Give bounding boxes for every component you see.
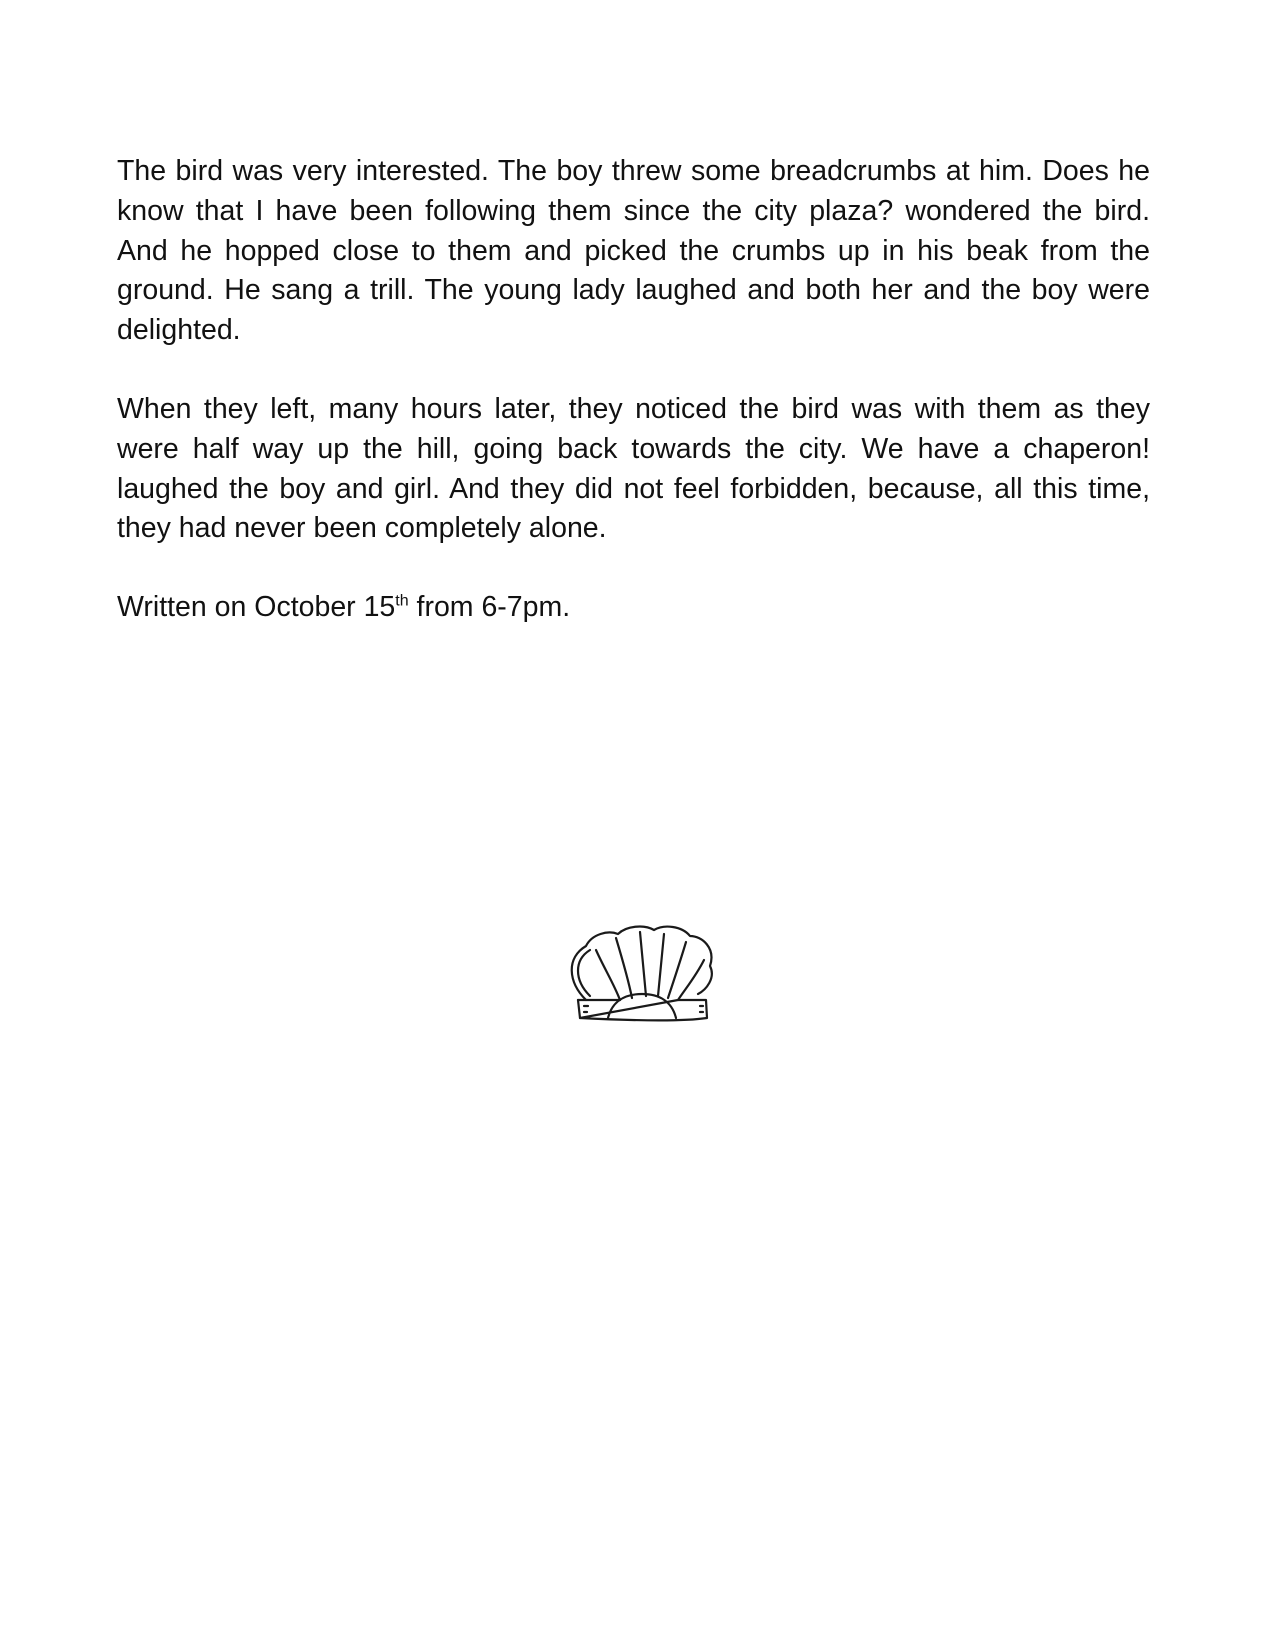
paragraph-chaperon: When they left, many hours later, they noticed the bird was with them as they were half way up the hill, going back towards the city. We have a chaperon! laughed the boy and girl. And they did not feel forbidden, because, all this time, they had never been completely alone. xyxy=(117,392,1150,545)
written-on-suffix: from 6-7pm. xyxy=(408,591,571,624)
written-on-prefix: Written on October 15 xyxy=(117,591,396,624)
seashell-icon xyxy=(560,920,725,1040)
date-ordinal-suffix: th xyxy=(395,592,409,610)
paragraph-bird-breadcrumbs: The bird was very interested. The boy threw some breadcrumbs at him. Does he know that I have been following them since the city plaza? wondered the bird. And he hopped close to them and picked the crumbs up in his beak from the ground. He sang a trill. The young lady laughed and both her and the boy were delighted. xyxy=(117,155,1150,347)
written-on-line xyxy=(117,588,1150,628)
story-text xyxy=(117,152,1150,628)
